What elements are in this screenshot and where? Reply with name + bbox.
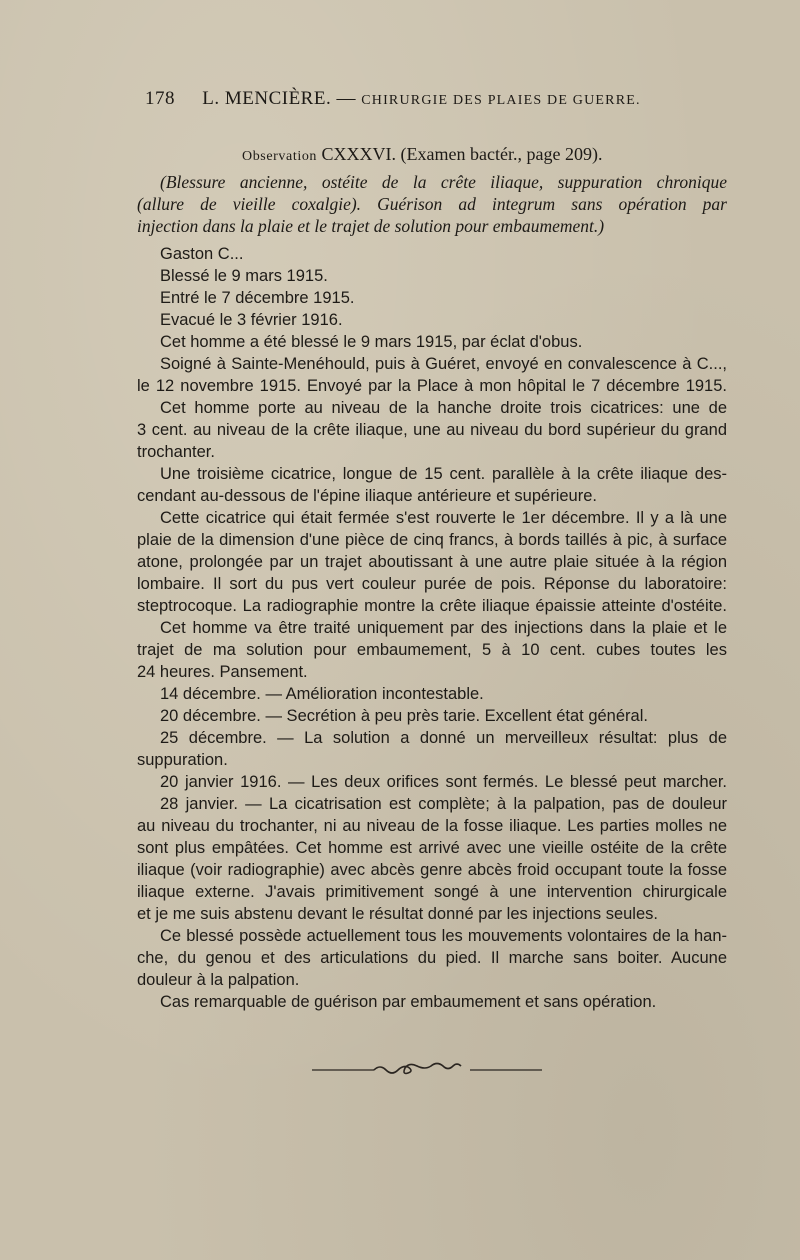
progress-entry: 14 décembre. — Amélioration incontestable.: [160, 685, 484, 703]
text-line: trochanter.: [137, 443, 215, 461]
text-line: au niveau du trochanter, ni au niveau de la fosse iliaque. Les parties molles ne: [137, 817, 727, 835]
summary-line: (allure de vieille coxalgie). Guérison ad integrum sans opération par: [137, 194, 727, 214]
text-line: cendant au-dessous de l'épine iliaque antérieure et supérieure.: [137, 487, 597, 505]
text-line: plaie de la dimension d'une pièce de cinq francs, à bords taillés à pic, à surface: [137, 531, 727, 549]
book-title: CHIRURGIE DES PLAIES DE GUERRE.: [361, 93, 641, 108]
text-line: et je me suis abstenu devant le résultat donné par les injections seules.: [137, 905, 658, 923]
summary-line: injection dans la plaie et le trajet de solution pour embaumement.): [137, 216, 605, 236]
author-name: L. MENCIÈRE.: [202, 88, 332, 109]
text-line: douleur à la palpation.: [137, 971, 300, 989]
text-line: trajet de ma solution pour embaumement, 5 à 10 cent. cubes toutes les: [137, 641, 727, 659]
observation-number: CXXXVI.: [321, 144, 397, 164]
page-number: 178: [145, 88, 175, 109]
text-line: lombaire. Il sort du pus vert couleur purée de pois. Réponse du laboratoire:: [137, 575, 727, 593]
text-line: Cet homme va être traité uniquement par des injections dans la plaie et le: [160, 619, 727, 637]
text-line: sont plus empâtées. Cet homme est arrivé avec une vieille ostéite de la crête: [137, 839, 727, 857]
progress-entry: 20 janvier 1916. — Les deux orifices sont fermés. Le blessé peut marcher.: [160, 773, 727, 791]
end-ornament: [312, 1060, 542, 1080]
text-line: le 12 novembre 1915. Envoyé par la Place à mon hôpital le 7 décembre 1915.: [137, 377, 727, 395]
text-line: steptrocoque. La radiographie montre la crête iliaque épaissie atteinte d'ostéite.: [137, 597, 727, 615]
text-line: Une troisième cicatrice, longue de 15 cent. parallèle à la crête iliaque des-: [160, 465, 727, 483]
text-line: che, du genou et des articulations du pied. Il marche sans boiter. Aucune: [137, 949, 727, 967]
progress-entry: 28 janvier. — La cicatrisation est complète; à la palpation, pas de douleur: [160, 795, 727, 813]
text-line: 3 cent. au niveau de la crête iliaque, une au niveau du bord supérieur du grand: [137, 421, 727, 439]
summary-line: (Blessure ancienne, ostéite de la crête iliaque, suppuration chronique: [160, 172, 727, 192]
text-line: Cet homme porte au niveau de la hanche droite trois cicatrices: une de: [160, 399, 727, 417]
text-line: Cette cicatrice qui était fermée s'est rouverte le 1er décembre. Il y a là une: [160, 509, 727, 527]
text-line: atone, prolongée par un trajet aboutissant à une autre plaie située à la région: [137, 553, 727, 571]
observation-title: [242, 143, 742, 165]
header-dash: —: [336, 88, 356, 109]
text-line: Ce blessé possède actuellement tous les mouvements volontaires de la han-: [160, 927, 727, 945]
date-line: Evacué le 3 février 1916.: [160, 311, 343, 329]
observation-ref: (Examen bactér., page 209).: [400, 144, 603, 164]
text-line: Soigné à Sainte-Menéhould, puis à Guéret, envoyé en convalescence à C...,: [160, 355, 727, 373]
text-line: suppuration.: [137, 751, 228, 769]
progress-entry: 20 décembre. — Secrétion à peu près tarie. Excellent état général.: [160, 707, 648, 725]
text-line: 24 heures. Pansement.: [137, 663, 308, 681]
patient-name: Gaston C...: [160, 245, 244, 263]
date-line: Blessé le 9 mars 1915.: [160, 267, 328, 285]
running-head: [145, 88, 705, 110]
observation-label: Observation: [242, 149, 318, 164]
progress-entry: 25 décembre. — La solution a donné un merveilleux résultat: plus de: [160, 729, 727, 747]
date-line: Entré le 7 décembre 1915.: [160, 289, 355, 307]
conclusion-line: Cas remarquable de guérison par embaumement et sans opération.: [160, 993, 657, 1011]
text-line: Cet homme a été blessé le 9 mars 1915, par éclat d'obus.: [160, 333, 583, 351]
text-line: iliaque externe. J'avais primitivement songé à une intervention chirurgicale: [137, 883, 727, 901]
text-line: iliaque (voir radiographie) avec abcès genre abcès froid occupant toute la fosse: [137, 861, 727, 879]
